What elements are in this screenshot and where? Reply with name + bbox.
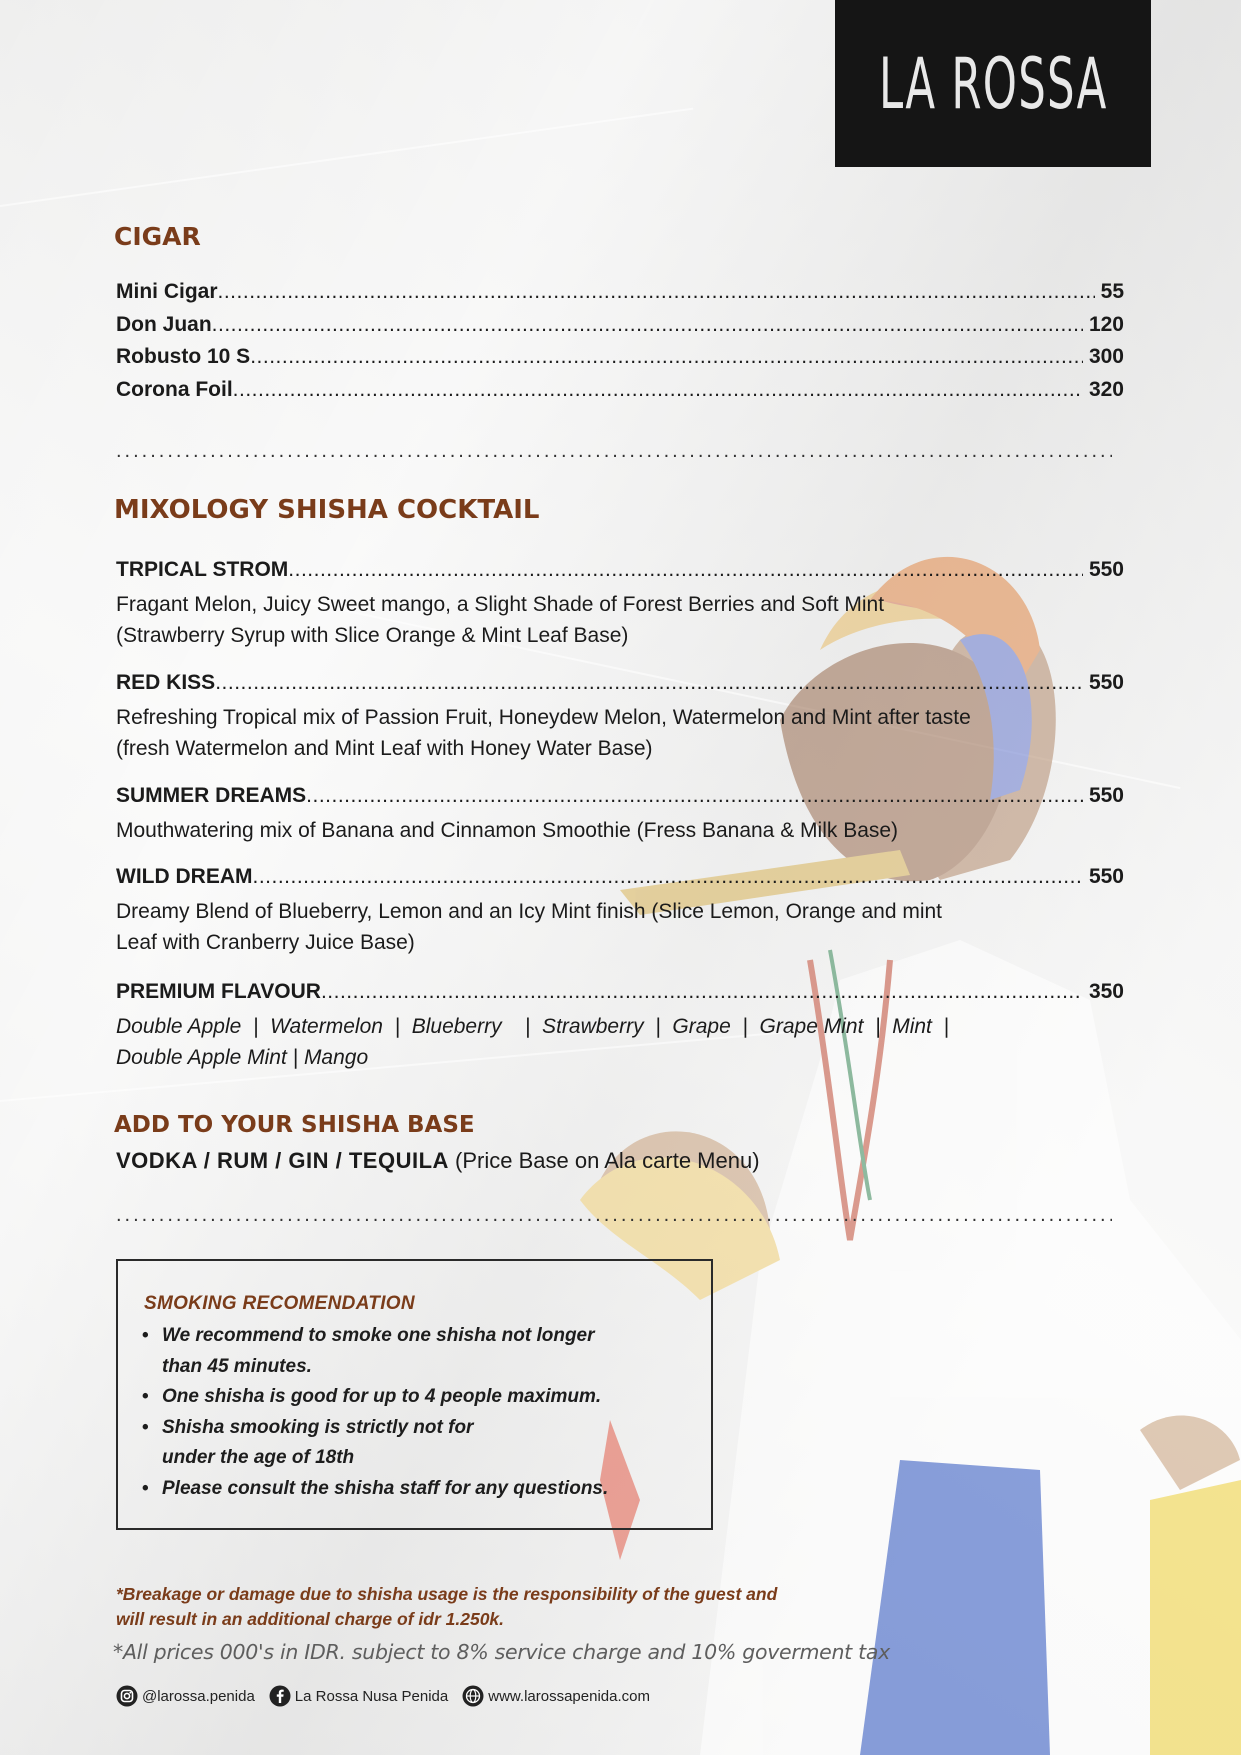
menu-item-name: SUMMER DREAMS — [116, 784, 307, 807]
description-line: (Strawberry Syrup with Slice Orange & Mint Leaf Base) — [116, 623, 629, 647]
recommendation-line: • Shisha smooking is strictly not for — [162, 1416, 474, 1438]
menu-item-red-kiss — [116, 667, 1124, 764]
cigar-item-price: 120 — [1088, 312, 1124, 336]
spirit-options: VODKA / RUM / GIN / TEQUILA — [116, 1148, 449, 1173]
recommendation-line: • We recommend to smoke one shisha not longer — [162, 1325, 595, 1346]
menu-item-description — [116, 815, 1124, 846]
cigar-item — [116, 341, 1124, 374]
breakage-note — [116, 1582, 876, 1632]
cigar-list — [116, 276, 1124, 406]
cigar-item — [116, 276, 1124, 309]
recommendation-line: • One shisha is good for up to 4 people maximum. — [162, 1386, 602, 1407]
cigar-item-price: 320 — [1088, 377, 1124, 401]
cigar-item — [116, 309, 1124, 342]
cigar-item — [116, 374, 1124, 407]
menu-item-price: 350 — [1088, 980, 1124, 1003]
menu-item-header — [116, 780, 1124, 813]
logo-text: LA ROSSA — [878, 42, 1108, 125]
flavour-list — [116, 1011, 1124, 1073]
recommendation-line: than 45 minutes. — [162, 1355, 312, 1377]
shisha-base-options — [116, 1148, 760, 1174]
recommendation-line: • Please consult the shisha staff for any questions. — [162, 1477, 609, 1499]
menu-item-trpical-strom — [116, 554, 1124, 651]
recommendation-title: SMOKING RECOMENDATION — [144, 1293, 415, 1314]
cigar-item-name: Corona Foil — [116, 377, 233, 401]
menu-item-price: 550 — [1088, 865, 1124, 888]
breakage-line: will result in an additional charge of idr 1.250k. — [116, 1609, 505, 1629]
social-links — [116, 1685, 664, 1707]
dotted-separator — [116, 440, 1112, 460]
website-link[interactable] — [462, 1685, 650, 1707]
menu-item-name: TRPICAL STROM — [116, 558, 289, 581]
facebook-icon — [269, 1685, 291, 1707]
cigar-item-name: Don Juan — [116, 312, 212, 336]
cigar-section-title: CIGAR — [114, 222, 201, 251]
dotted-separator — [116, 1204, 1112, 1224]
description-line: Leaf with Cranberry Juice Base) — [116, 930, 415, 954]
instagram-link[interactable] — [116, 1685, 255, 1707]
recommendation-item — [140, 1321, 700, 1382]
globe-icon — [462, 1685, 484, 1707]
mixology-section-title: MIXOLOGY SHISHA COCKTAIL — [114, 495, 540, 525]
price-base-note: (Price Base on Ala carte Menu) — [455, 1148, 760, 1173]
recommendation-line: under the age of 18th — [162, 1447, 355, 1468]
menu-item-premium-flavour — [116, 976, 1124, 1073]
recommendation-list — [140, 1321, 700, 1504]
menu-item-price: 550 — [1088, 671, 1124, 694]
recommendation-item — [140, 1474, 700, 1505]
description-line: Double Apple | Watermelon | Blueberry | Strawberry | Grape | Grape Mint | Mint | — [116, 1014, 949, 1038]
menu-item-price: 550 — [1088, 558, 1124, 581]
menu-item-wild-dream — [116, 861, 1124, 958]
menu-item-description — [116, 702, 1124, 764]
menu-item-description — [116, 896, 1124, 958]
cigar-item-price: 55 — [1100, 280, 1124, 303]
facebook-name: La Rossa Nusa Penida — [294, 1687, 449, 1705]
la-rossa-logo — [835, 0, 1151, 167]
menu-item-price: 550 — [1088, 784, 1124, 807]
shisha-base-title: ADD TO YOUR SHISHA BASE — [114, 1112, 475, 1138]
cigar-item-name: Mini Cigar — [116, 280, 218, 303]
breakage-line: *Breakage or damage due to shisha usage is the responsibility of the guest and — [116, 1584, 778, 1604]
recommendation-item — [140, 1413, 700, 1474]
prices-note: *All prices 000's in IDR. subject to 8% service charge and 10% goverment tax — [113, 1640, 890, 1664]
description-line: Double Apple Mint | Mango — [116, 1045, 369, 1069]
facebook-link[interactable] — [269, 1685, 448, 1707]
website-url: www.larossapenida.com — [488, 1687, 650, 1705]
menu-item-header — [116, 976, 1124, 1009]
menu-item-header — [116, 667, 1124, 700]
cigar-item-price: 300 — [1088, 345, 1124, 368]
smoking-recommendation-box — [116, 1259, 713, 1530]
cigar-item-name: Robusto 10 S — [116, 345, 251, 368]
recommendation-item — [140, 1382, 700, 1413]
description-line: Refreshing Tropical mix of Passion Fruit, Honeydew Melon, Watermelon and Mint after taste — [116, 705, 971, 729]
menu-item-summer-dreams — [116, 780, 1124, 846]
menu-item-name: PREMIUM FLAVOUR — [116, 980, 321, 1003]
menu-item-header — [116, 554, 1124, 587]
description-line: Dreamy Blend of Blueberry, Lemon and an Icy Mint finish (Slice Lemon, Orange and mint — [116, 899, 943, 923]
instagram-icon — [116, 1685, 138, 1707]
instagram-handle: @larossa.penida — [142, 1687, 255, 1705]
description-line: Fragant Melon, Juicy Sweet mango, a Slight Shade of Forest Berries and Soft Mint — [116, 592, 885, 616]
description-line: (fresh Watermelon and Mint Leaf with Honey Water Base) — [116, 736, 653, 760]
menu-item-name: RED KISS — [116, 671, 216, 694]
menu-item-description — [116, 589, 1124, 651]
menu-item-name: WILD DREAM — [116, 865, 253, 888]
description-line: Mouthwatering mix of Banana and Cinnamon Smoothie (Fress Banana & Milk Base) — [116, 818, 899, 842]
menu-item-header — [116, 861, 1124, 894]
